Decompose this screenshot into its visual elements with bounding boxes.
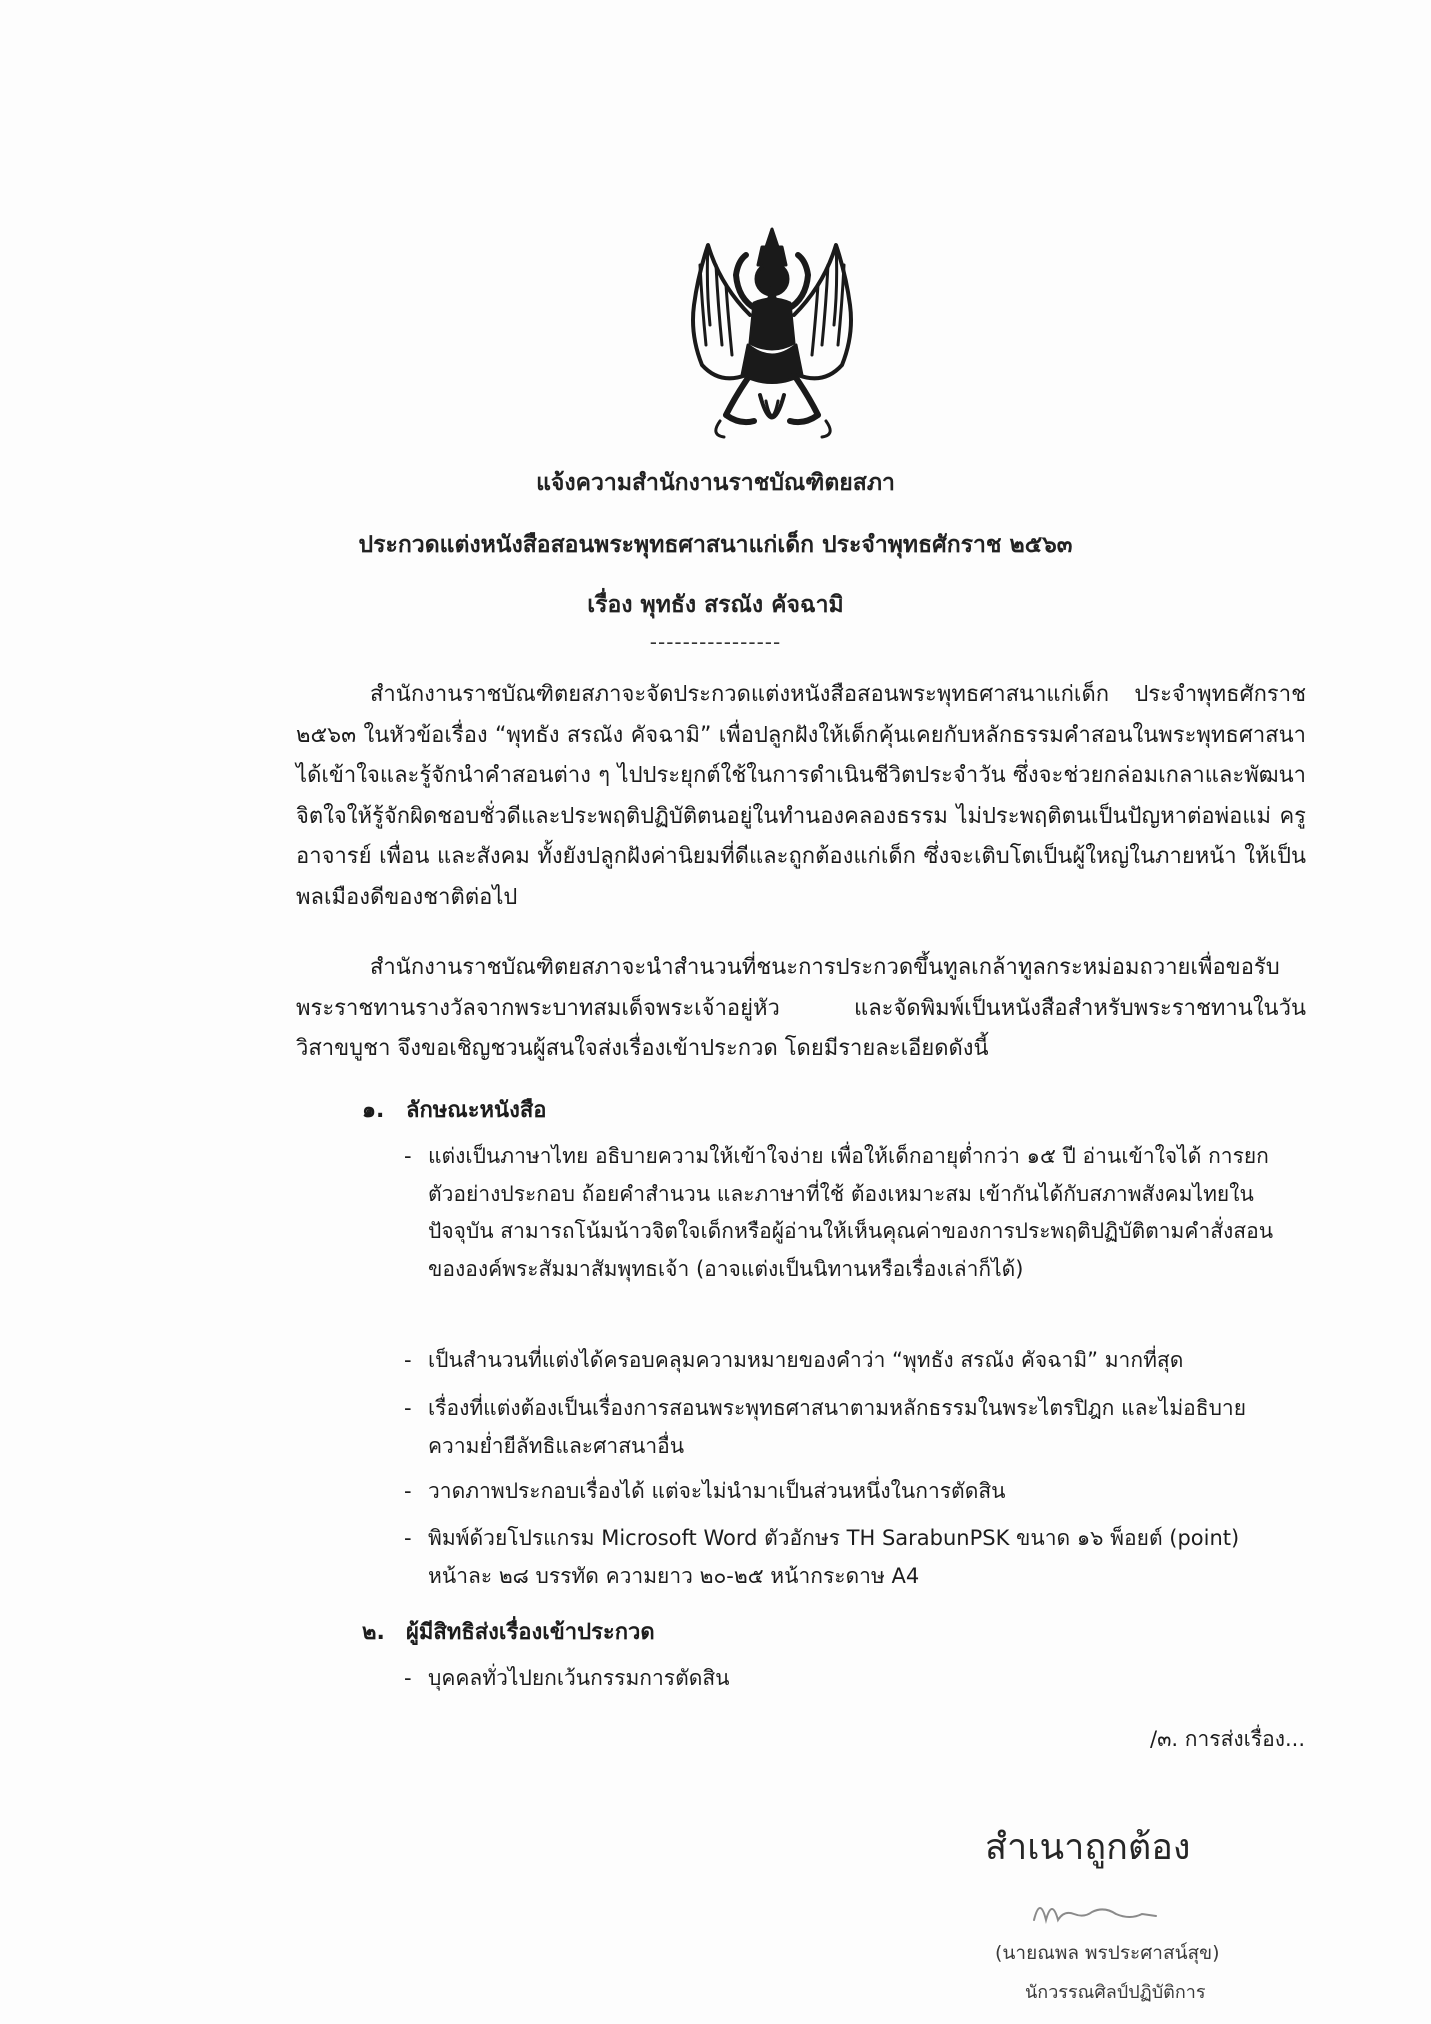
subject-title: เรื่อง พุทธัง สรณัง คัจฉามิ: [587, 592, 844, 618]
signature-icon: [1030, 1890, 1160, 1935]
contest-title: ประกวดแต่งหนังสือสอนพระพุทธศาสนาแก่เด็ก ประจำพุทธศักราช ๒๕๖๓: [358, 532, 1073, 558]
garuda-emblem-icon: [680, 225, 865, 445]
section-1-item-1: [404, 1138, 1284, 1288]
section-1-item-5: [404, 1520, 1284, 1595]
bullet-dash: -: [404, 1348, 412, 1372]
section-1-item-3-text: เรื่องที่แต่งต้องเป็นเรื่องการสอนพระพุทธศาสนาตามหลักธรรมในพระไตรปิฎก และไม่อธิบายความย่ำยีลัทธิและศาสนาอื่น: [428, 1396, 1247, 1458]
section-1-heading: [362, 1092, 546, 1127]
intro-paragraph: สำนักงานราชบัณฑิตยสภาจะจัดประกวดแต่งหนังสือสอนพระพุทธศาสนาแก่เด็ก ประจำพุทธศักราช ๒๕๖๓ ในหัวข้อเรื่อง “พุทธัง สรณัง คัจฉามิ” เพื่อปลูกฝังให้เด็กคุ้นเคยกับหลักธรรมคำสอนในพระพุทธศาสนา ได้เข้าใจและรู้จักนำคำสอนต่าง ๆ ไปประยุกต์ใช้ในการดำเนินชีวิตประจำวัน ซึ่งจะช่วยกล่อมเกลาและพัฒนาจิตใจให้รู้จักผิดชอบชั่วดีและประพฤติปฏิบัติตนอยู่ในทำนองคลองธรรม ไม่ประพฤติตนเป็นปัญหาต่อพ่อแม่ ครูอาจารย์ เพื่อน และสังคม ทั้งยังปลูกฝังค่านิยมที่ดีและถูกต้องแก่เด็ก ซึ่งจะเติบโตเป็นผู้ใหญ่ในภายหน้า ให้เป็นพลเมืองดีของชาติต่อไป: [296, 682, 1306, 910]
section-1-item-3: [404, 1390, 1284, 1465]
continued-on-next-page: /๓. การส่งเรื่อง...: [1150, 1727, 1305, 1751]
section-1-title: ลักษณะหนังสือ: [406, 1098, 547, 1123]
details-paragraph: สำนักงานราชบัณฑิตยสภาจะนำสำนวนที่ชนะการประกวดขึ้นทูลเกล้าทูลกระหม่อมถวายเพื่อขอรับพระราชทานรางวัลจากพระบาทสมเด็จพระเจ้าอยู่หัว และจัดพิมพ์เป็นหนังสือสำหรับพระราชทานในวันวิสาขบูชา จึงขอเชิญชวนผู้สนใจส่งเรื่องเข้าประกวด โดยมีรายละเอียดดังนี้: [296, 955, 1306, 1061]
bullet-dash: -: [404, 1396, 412, 1420]
section-1-item-4-text: วาดภาพประกอบเรื่องได้ แต่จะไม่นำมาเป็นส่วนหนึ่งในการตัดสิน: [428, 1479, 1006, 1503]
section-2-item-1: [404, 1660, 1284, 1698]
heading-divider: ----------------: [649, 630, 782, 654]
section-1-item-2: [404, 1342, 1284, 1380]
bullet-dash: -: [404, 1526, 412, 1550]
section-2-heading: [362, 1614, 655, 1649]
bullet-dash: -: [404, 1666, 412, 1690]
signer-position: นักวรรณศิลป์ปฏิบัติการ: [1025, 1982, 1206, 2003]
announcement-heading: แจ้งความสำนักงานราชบัณฑิตยสภา: [536, 470, 895, 496]
section-1-item-2-text: เป็นสำนวนที่แต่งได้ครอบคลุมความหมายของคำว่า “พุทธัง สรณัง คัจฉามิ” มากที่สุด: [428, 1348, 1184, 1372]
bullet-dash: -: [404, 1479, 412, 1503]
certified-copy-stamp: สำเนาถูกต้อง: [985, 1827, 1191, 1868]
section-1-number: ๑.: [362, 1098, 385, 1123]
bullet-dash: -: [404, 1144, 412, 1168]
section-2-number: ๒.: [362, 1620, 385, 1645]
section-2-item-1-text: บุคคลทั่วไปยกเว้นกรรมการตัดสิน: [428, 1666, 730, 1690]
signer-name: (นายณพล พรประศาสน์สุข): [995, 1942, 1220, 1964]
section-1-item-4: [404, 1473, 1284, 1511]
section-1-item-5-text: พิมพ์ด้วยโปรแกรม Microsoft Word ตัวอักษร TH SarabunPSK ขนาด ๑๖ พ็อยต์ (point) หน้าละ ๒๘ บรรทัด ความยาว ๒๐-๒๕ หน้ากระดาษ A4: [428, 1526, 1240, 1588]
section-1-item-1-text: แต่งเป็นภาษาไทย อธิบายความให้เข้าใจง่าย เพื่อให้เด็กอายุต่ำกว่า ๑๕ ปี อ่านเข้าใจได้ การยกตัวอย่างประกอบ ถ้อยคำสำนวน และภาษาที่ใช้ ต้องเหมาะสม เข้ากันได้กับสภาพสังคมไทยในปัจจุบัน สามารถโน้มน้าวจิตใจเด็กหรือผู้อ่านให้เห็นคุณค่าของการประพฤติปฏิบัติตามคำสั่งสอนขององค์พระสัมมาสัมพุทธเจ้า (อาจแต่งเป็นนิทานหรือเรื่องเล่าก็ได้): [428, 1144, 1274, 1281]
section-2-title: ผู้มีสิทธิส่งเรื่องเข้าประกวด: [406, 1620, 655, 1645]
